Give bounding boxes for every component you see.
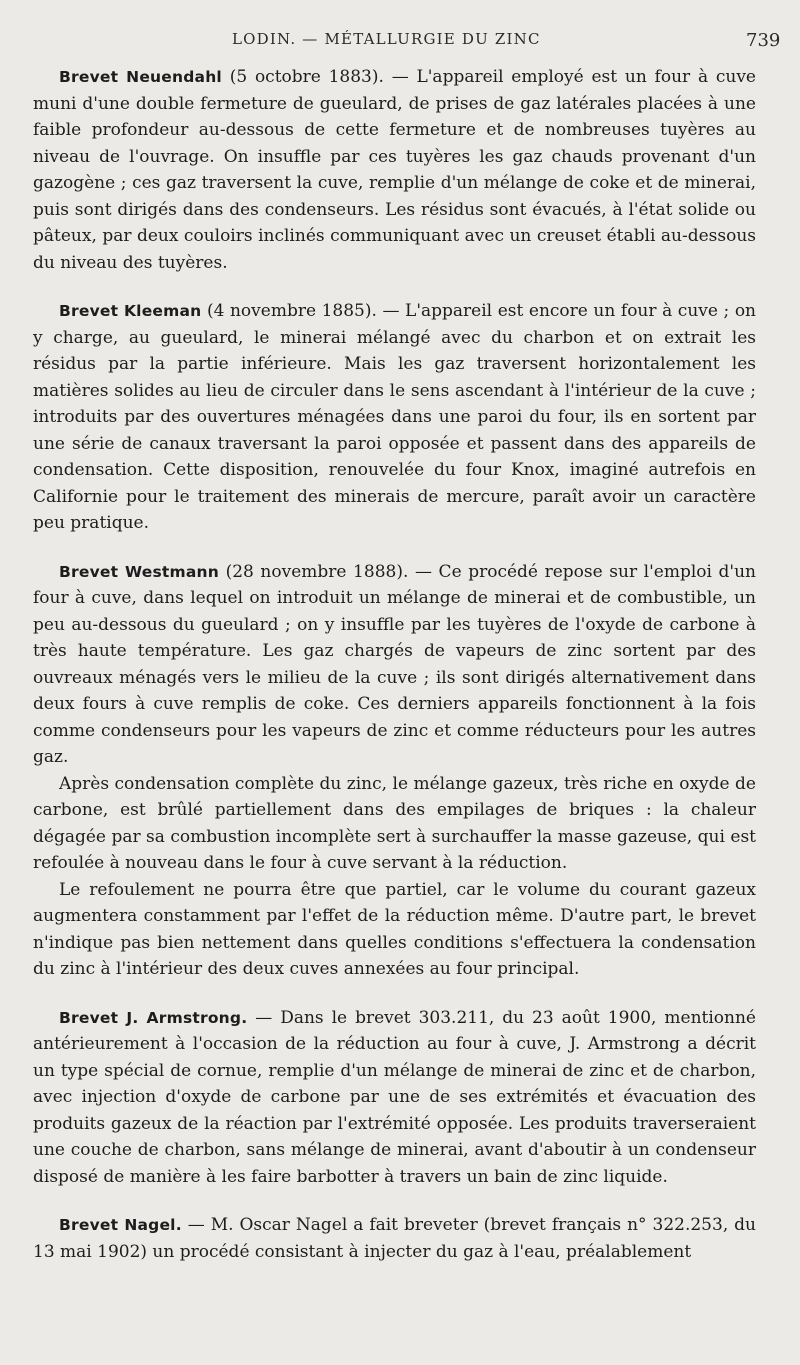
paragraph-westmann-continued-2 (33, 877, 756, 983)
paragraph-westmann (33, 559, 756, 771)
running-title: LODIN. — MÉTALLURGIE DU ZINC (232, 30, 541, 48)
paragraph-text: Après condensation complète du zinc, le mélange gazeux, très riche en oxyde de carbone, est brûlé partiellement dans des empilages de briques : la chaleur dégagée par sa combustion incomplète sert à surchauffer la masse gazeuse, qui est refoulée à nouveau dans le four à cuve servant à la réduction. (33, 773, 756, 873)
paragraph-text: Le refoulement ne pourra être que partiel, car le volume du courant gazeux augmentera constamment par l'effet de la réduction même. D'autre part, le brevet n'indique pas bien nettement dans quelles conditions s'effectuera la condensation du zinc à l'intérieur des deux cuves annexées au four principal. (33, 879, 756, 979)
paragraph-westmann-continued-1 (33, 771, 756, 877)
brevet-heading: Brevet Westmann (59, 562, 219, 581)
paragraph-text: (4 novembre 1885). — L'appareil est encore un four à cuve ; on y charge, au gueulard, le minerai mélangé avec du charbon et on extrait les résidus par la partie inférieure. Mais les gaz traversent horizontalement les matières solides au lieu de circuler dans le sens ascendant à l'intérieur de la cuve ; introduits par des ouvertures ménagées dans une paroi du four, ils en sortent par une série de canaux traversant la paroi opposée et passent dans des appareils de condensation. Cette disposition, renouvelée du four Knox, imaginé autrefois en Californie pour le traitement des minerais de mercure, paraît avoir un caractère peu pratique. (33, 301, 757, 533)
page-body (33, 64, 756, 1265)
brevet-heading: Brevet J. Armstrong. (59, 1008, 248, 1027)
page-number: 739 (746, 30, 781, 51)
paragraph-nagel (33, 1212, 756, 1265)
paragraph-text: — Dans le brevet 303.211, du 23 août 1900, mentionné antérieurement à l'occasion de la réduction au four à cuve, J. Armstrong a décrit un type spécial de cornue, remplie d'un mélange de minerai de zinc et de charbon, avec injection d'oxyde de carbone par une de ses extrémités et évacuation des produits gazeux de la réaction par l'extrémité opposée. Les produits traverseraient une couche de charbon, sans mélange de minerai, avant d'aboutir à un condenseur disposé de manière à les faire barbotter à travers un bain de zinc liquide. (33, 1007, 756, 1187)
paragraph-text: — M. Oscar Nagel a fait breveter (brevet français n° 322.253, du 13 mai 1902) un procédé consistant à injecter du gaz à l'eau, préalablement (33, 1215, 757, 1262)
paragraph-text: (28 novembre 1888). — Ce procédé repose sur l'emploi d'un four à cuve, dans lequel on introduit un mélange de minerai et de combustible, un peu au-dessous du gueulard ; on y insuffle par les tuyères de l'oxyde de carbone à très haute température. Les gaz chargés de vapeurs de zinc sortent par des ouvreaux ménagés vers le milieu de la cuve ; ils sont dirigés alternativement dans deux fours à cuve remplis de coke. Ces derniers appareils fonctionnent à la fois comme condenseurs pour les vapeurs de zinc et comme réducteurs pour les autres gaz. (33, 561, 756, 767)
brevet-heading: Brevet Kleeman (59, 302, 202, 320)
brevet-heading: Brevet Neuendahl (59, 68, 222, 86)
paragraph-text: (5 octobre 1883). — L'appareil employé est un four à cuve muni d'une double fermeture de gueulard, de prises de gaz latérales placées à une faible profondeur au-dessous de cette fermeture et de nombreuses tuyères au niveau de l'ouvrage. On insuffle par ces tuyères les gaz chauds provenant d'un gazogène ; ces gaz traversent la cuve, remplie d'un mélange de coke et de minerai, puis sont dirigés dans des condenseurs. Les résidus sont évacués, à l'état solide ou pâteux, par deux couloirs inclinés communiquant avec un creuset établi au-dessous du niveau des tuyères. (33, 67, 756, 273)
paragraph-armstrong (33, 1005, 756, 1191)
paragraph-kleeman (33, 298, 756, 537)
paragraph-neuendahl (33, 64, 756, 276)
brevet-heading: Brevet Nagel. (59, 1216, 182, 1234)
